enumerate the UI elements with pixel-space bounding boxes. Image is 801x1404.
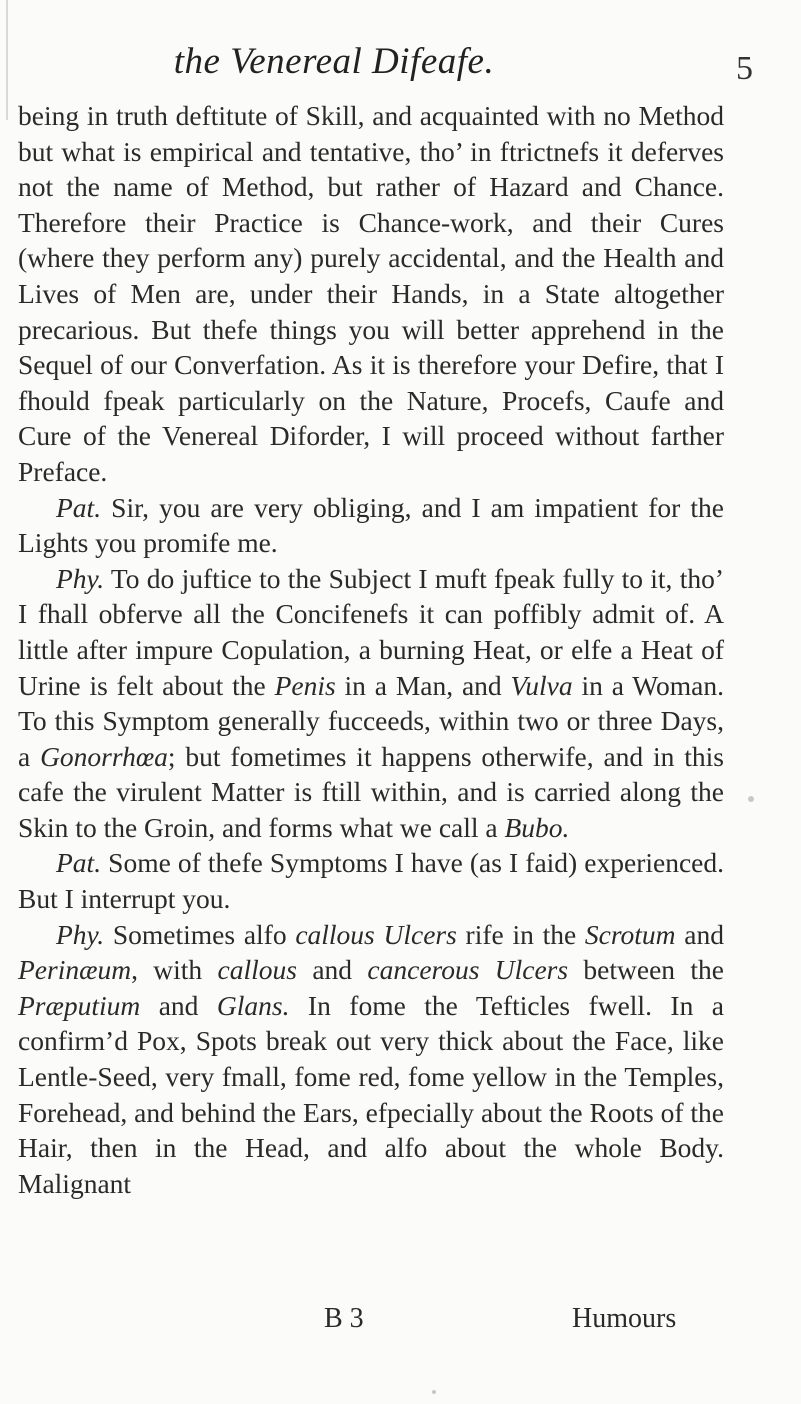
speaker-label: Pat.	[56, 847, 102, 879]
italic-term: Bubo.	[504, 811, 570, 843]
text-run: and	[296, 954, 368, 986]
text-run: and	[675, 918, 724, 950]
paragraph	[18, 845, 724, 916]
italic-term: Gonorrhœa	[40, 740, 168, 772]
speaker-label: Phy.	[56, 562, 105, 594]
signature-mark: B 3	[324, 1303, 364, 1334]
italic-term: Glans.	[216, 989, 290, 1021]
italic-term: callous Ulcers	[295, 918, 457, 950]
running-title: the Venereal Difeafe.	[173, 41, 495, 82]
text-run: To do juftice to the Subject I muft fpeak fully to it, tho’ I fhall obferve all the Concifenefs it can poffibly admit of. A little after impure Copulation, a burning Heat, or elfe a Heat of Urine is felt about the	[18, 562, 724, 701]
text-run: in a Man, and	[335, 669, 511, 701]
text-run: being in truth deftitute of Skill, and acquainted with no Method but what is empirical and tentative, tho’ in ftrictnefs it deferves not the name of Method, but rather of Hazard and Chance. Therefore their Practice is Chance-work, and their Cures (where they perform any) purely accidental, and the Health and Lives of Men are, under their Hands, in a State altogether precarious. But thefe things you will better apprehend in the Sequel of our Converfation. As it is therefore your Defire, that I fhould fpeak particularly on the Nature, Procefs, Caufe and Cure of the Venereal Diforder, I will proceed without farther Preface.	[18, 100, 724, 487]
italic-term: Scrotum	[584, 918, 676, 950]
italic-term: Præputium	[18, 989, 141, 1021]
speaker-label: Phy.	[56, 918, 105, 950]
text-run: In fome the Tefticles fwell. In a confirm’d Pox, Spots break out very thick about the Face, like Lentle-Seed, very fmall, fome red, fome yellow in the Temples, Forehead, and behind the Ears, efpecially about the Roots of the Hair, then in the Head, and alfo about the whole Body. Malignant	[18, 989, 724, 1199]
page-speck	[748, 796, 754, 802]
page-header	[0, 40, 801, 90]
paragraph	[18, 490, 724, 561]
text-run: Sir, you are very obliging, and I am impatient for the Lights you promife me.	[18, 491, 724, 559]
paragraph	[18, 917, 724, 1202]
text-run: in a Woman. To this Symptom generally fucceeds, within two or three Days, a	[18, 669, 725, 772]
italic-term: Perinæum	[18, 954, 132, 986]
page-number: 5	[736, 50, 753, 87]
text-run: and	[140, 989, 217, 1021]
italic-term: cancerous Ulcers	[367, 954, 569, 986]
italic-term: Penis	[274, 669, 336, 701]
text-run: ; but fometimes it happens otherwife, and in this cafe the virulent Matter is ftill within, and is carried along the Skin to the Groin, and forms what we call a	[18, 740, 724, 843]
italic-term: Vulva	[510, 669, 573, 701]
speaker-label: Pat.	[56, 491, 102, 523]
page-footer	[0, 1303, 801, 1343]
paragraph	[18, 561, 724, 846]
text-run: Sometimes alfo	[104, 918, 296, 950]
text-run: between the	[568, 954, 724, 986]
text-run: , with	[131, 954, 218, 986]
page-speck	[432, 1390, 436, 1394]
paragraph	[18, 98, 724, 490]
text-run: Some of thefe Symptoms I have (as I faid) experienced. But I interrupt you.	[18, 847, 724, 915]
catchword: Humours	[572, 1303, 677, 1334]
italic-term: callous	[217, 954, 297, 986]
body-text	[18, 98, 724, 1201]
text-run: rife in the	[456, 918, 585, 950]
